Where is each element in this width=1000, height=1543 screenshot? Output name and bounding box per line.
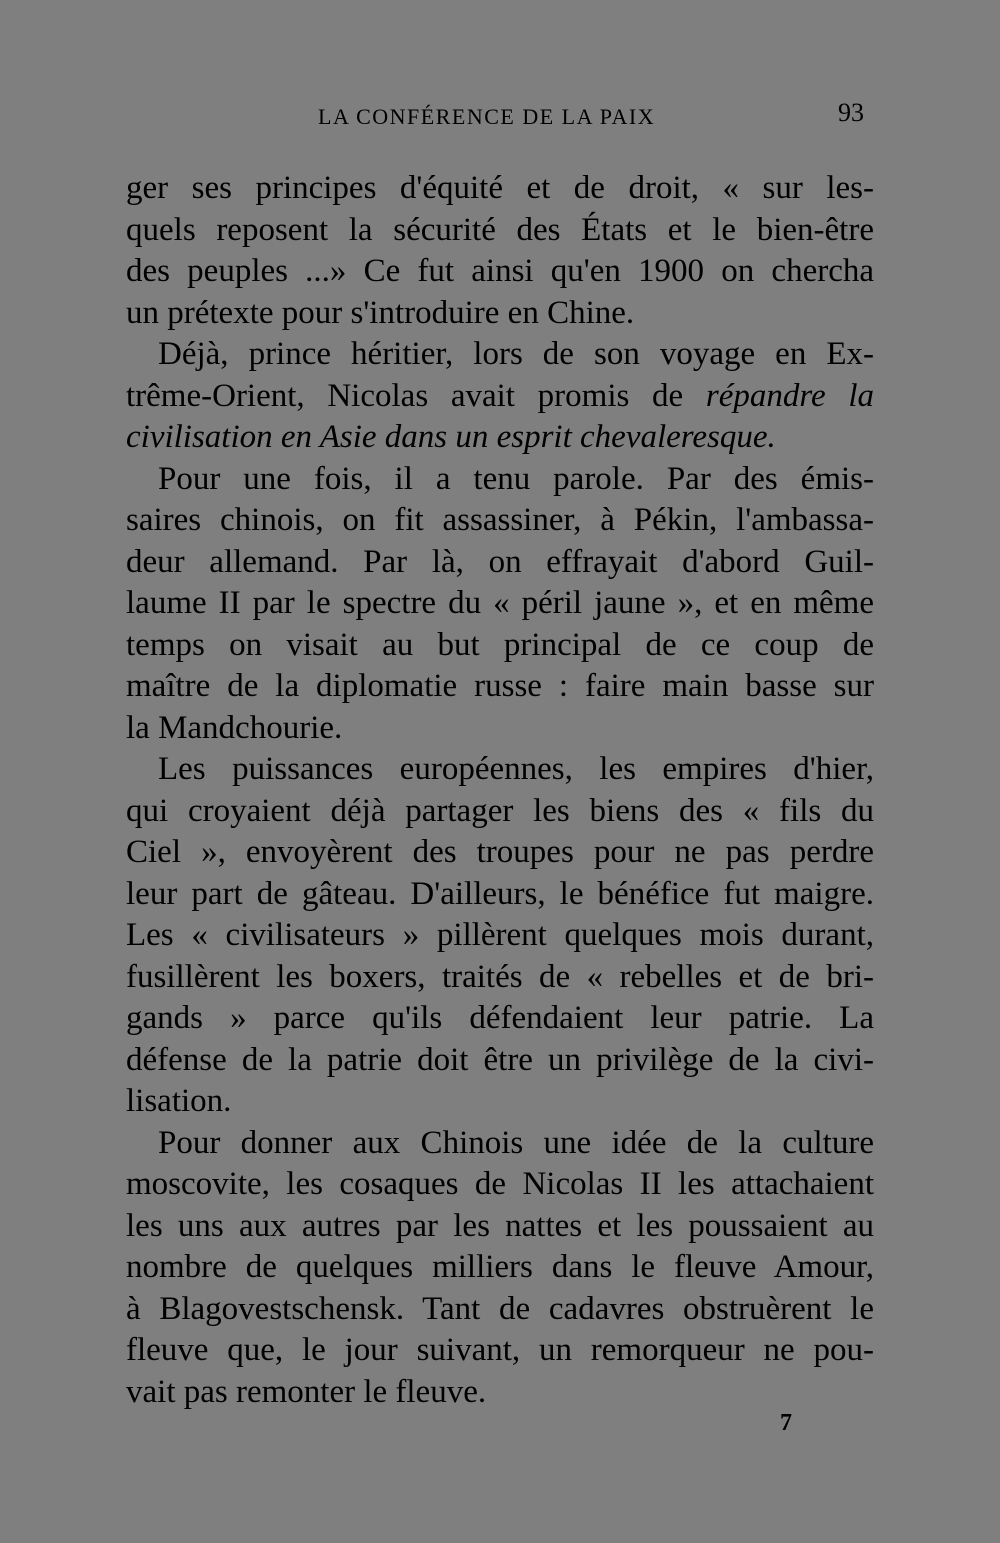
text-line-roman: trême-Orient, Nicolas avait promis de	[126, 377, 706, 414]
text-line-roman: lisation.	[126, 1083, 232, 1119]
text-line-roman: maître de la diplomatie russe : faire main basse sur	[126, 668, 874, 704]
text-line-roman: Pour donner aux Chinois une idée de la culture	[158, 1124, 874, 1161]
text-line	[126, 376, 874, 418]
text-line	[126, 251, 874, 293]
text-line	[126, 791, 874, 833]
text-line-roman: nombre de quelques milliers dans le fleuve Amour,	[126, 1249, 874, 1285]
text-line-roman: Les « civilisateurs » pillèrent quelques mois durant,	[126, 917, 874, 953]
text-line-roman: un prétexte pour s'introduire en Chine.	[126, 294, 635, 331]
text-line	[126, 210, 874, 252]
text-line	[126, 293, 874, 335]
text-line	[126, 1330, 874, 1372]
text-line	[126, 666, 874, 708]
text-line	[126, 832, 874, 874]
text-line	[126, 1289, 874, 1331]
text-line	[126, 915, 874, 957]
text-line-roman: Les puissances européennes, les empires d'hier,	[158, 751, 874, 787]
text-line-roman: Ciel », envoyèrent des troupes pour ne pas perdre	[126, 834, 874, 870]
text-line-roman: qui croyaient déjà partager les biens des « fils du	[126, 792, 874, 829]
text-line	[126, 1247, 874, 1289]
body-text	[126, 168, 874, 1413]
text-line	[126, 1123, 874, 1165]
running-title: LA CONFÉRENCE DE LA PAIX	[318, 104, 656, 129]
text-line	[126, 542, 874, 584]
text-line-roman: ger ses principes d'équité et de droit, « sur les-	[126, 170, 874, 206]
text-line-roman: la Mandchourie.	[126, 709, 343, 746]
text-line	[126, 998, 874, 1040]
signature-mark: 7	[780, 1410, 792, 1436]
text-line	[126, 168, 874, 210]
text-line-italic: répandre la	[705, 377, 874, 414]
text-line-roman: laume II par le spectre du « péril jaune », et en même	[126, 585, 874, 621]
text-line-roman: temps on visait au but principal de ce coup de	[126, 626, 874, 663]
text-line	[126, 1164, 874, 1206]
text-line-roman: leur part de gâteau. D'ailleurs, le bénéfice fut maigre.	[126, 875, 874, 912]
page-number: 93	[838, 98, 864, 127]
text-line-roman: défense de la patrie doit être un privilège de la civi-	[126, 1041, 874, 1078]
text-line-roman: deur allemand. Par là, on effrayait d'abord Guil-	[126, 543, 874, 580]
text-line	[126, 417, 874, 459]
text-line-roman: Pour une fois, il a tenu parole. Par des émis-	[158, 460, 874, 497]
text-line	[126, 583, 874, 625]
text-line	[126, 625, 874, 667]
text-line-roman: quels reposent la sécurité des États et le bien-être	[126, 211, 874, 248]
text-line	[126, 957, 874, 999]
text-line-roman: Déjà, prince héritier, lors de son voyage en Ex-	[158, 336, 874, 372]
text-line-roman: à Blagovestschensk. Tant de cadavres obstruèrent le	[126, 1290, 874, 1327]
text-line-roman: moscovite, les cosaques de Nicolas II les attachaient	[126, 1166, 874, 1202]
text-line	[126, 708, 874, 750]
text-line-roman: des peuples ...» Ce fut ainsi qu'en 1900 on chercha	[126, 253, 874, 289]
text-line	[126, 1206, 874, 1248]
text-line	[126, 334, 874, 376]
text-line	[126, 749, 874, 791]
text-line	[126, 459, 874, 501]
text-line	[126, 500, 874, 542]
text-line	[126, 1081, 874, 1123]
text-line-roman: les uns aux autres par les nattes et les poussaient au	[126, 1207, 874, 1244]
text-line	[126, 1372, 874, 1414]
text-line-roman: saires chinois, on fit assassiner, à Pékin, l'ambassa-	[126, 502, 874, 538]
text-line-roman: gands » parce qu'ils défendaient leur patrie. La	[126, 1000, 874, 1036]
text-line-roman: fusillèrent les boxers, traités de « rebelles et de bri-	[126, 958, 874, 995]
text-line	[126, 874, 874, 916]
text-line-roman: vait pas remonter le fleuve.	[126, 1373, 487, 1410]
text-line-roman: fleuve que, le jour suivant, un remorqueur ne pou-	[126, 1332, 874, 1368]
text-line	[126, 1040, 874, 1082]
text-line-italic: civilisation en Asie dans un esprit chevaleresque.	[126, 419, 776, 455]
